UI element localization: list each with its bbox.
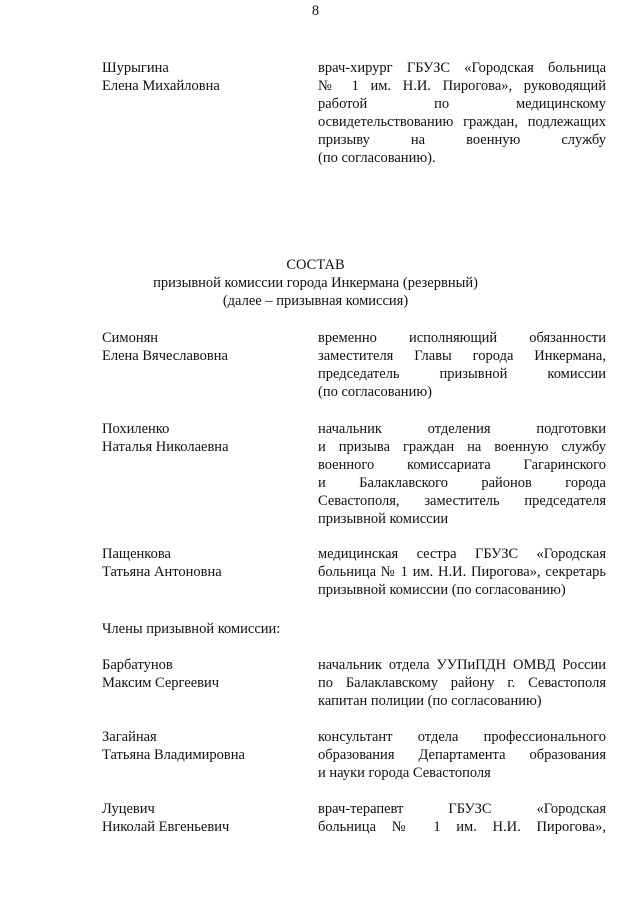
role-line: временно исполняющий обязанности bbox=[318, 330, 606, 346]
person-name bbox=[102, 656, 302, 692]
role-line: больница № 1 им. Н.И. Пирогова», секретарь bbox=[318, 564, 606, 580]
person-name bbox=[102, 420, 302, 456]
person-role bbox=[318, 59, 606, 167]
surname: Луцевич bbox=[102, 801, 155, 817]
person-role bbox=[318, 656, 606, 710]
role-line: и Балаклавского районов города bbox=[318, 475, 606, 491]
surname: Пащенкова bbox=[102, 546, 171, 562]
surname: Симонян bbox=[102, 330, 159, 346]
person-role bbox=[318, 728, 606, 782]
surname: Загайная bbox=[102, 729, 157, 745]
person-name bbox=[102, 59, 302, 95]
role-line: призывной комиссии (по согласованию) bbox=[318, 582, 566, 598]
role-line: призыву на военную службу bbox=[318, 132, 606, 148]
page-number: 8 bbox=[311, 3, 320, 19]
person-role bbox=[318, 329, 606, 401]
role-line: заместителя Главы города Инкермана, bbox=[318, 348, 606, 364]
person-name bbox=[102, 728, 302, 764]
given-names: Наталья Николаевна bbox=[102, 439, 229, 455]
role-line: и призыва граждан на военную службу bbox=[318, 439, 606, 455]
role-line: № 1 им. Н.И. Пирогова», руководящий bbox=[318, 78, 606, 94]
person-name bbox=[102, 545, 302, 581]
given-names: Николай Евгеньевич bbox=[102, 819, 230, 835]
role-line: образования Департамента образования bbox=[318, 747, 606, 763]
heading-title: СОСТАВ bbox=[286, 257, 345, 273]
given-names: Максим Сергеевич bbox=[102, 675, 220, 691]
person-role bbox=[318, 800, 606, 836]
role-line: капитан полиции (по согласованию) bbox=[318, 693, 542, 709]
surname: Барбатунов bbox=[102, 657, 173, 673]
role-line: председатель призывной комиссии bbox=[318, 366, 606, 382]
surname: Похиленко bbox=[102, 421, 170, 437]
role-line: врач-хирург ГБУЗС «Городская больница bbox=[318, 60, 606, 76]
role-line: и науки города Севастополя bbox=[318, 765, 491, 781]
role-line: военного комиссариата Гагаринского bbox=[318, 457, 606, 473]
person-name bbox=[102, 800, 302, 836]
role-line: больница № 1 им. Н.И. Пирогова», bbox=[318, 819, 606, 835]
given-names: Елена Михайловна bbox=[102, 78, 220, 94]
role-line: призывной комиссии bbox=[318, 511, 449, 527]
role-line: консультант отдела профессионального bbox=[318, 729, 606, 745]
heading-line: (далее – призывная комиссия) bbox=[222, 293, 409, 309]
members-label: Члены призывной комиссии: bbox=[102, 621, 281, 637]
given-names: Татьяна Владимировна bbox=[102, 747, 245, 763]
person-name bbox=[102, 329, 302, 365]
role-line: Севастополя, заместитель председателя bbox=[318, 493, 606, 509]
role-line: (по согласованию) bbox=[318, 384, 432, 400]
role-line: освидетельствованию граждан, подлежащих bbox=[318, 114, 606, 130]
person-role bbox=[318, 420, 606, 528]
role-line: врач-терапевт ГБУЗС «Городская bbox=[318, 801, 606, 817]
given-names: Татьяна Антоновна bbox=[102, 564, 222, 580]
given-names: Елена Вячеславовна bbox=[102, 348, 228, 364]
role-line: по Балаклавскому району г. Севастополя bbox=[318, 675, 606, 691]
surname: Шурыгина bbox=[102, 60, 169, 76]
role-line: медицинская сестра ГБУЗС «Городская bbox=[318, 546, 606, 562]
role-line: начальник отдела УУПиПДН ОМВД России bbox=[318, 657, 606, 673]
section-heading bbox=[0, 256, 631, 310]
heading-line: призывной комиссии города Инкермана (резервный) bbox=[153, 275, 478, 291]
role-line: (по согласованию). bbox=[318, 150, 436, 166]
person-role bbox=[318, 545, 606, 599]
role-line: начальник отделения подготовки bbox=[318, 421, 606, 437]
role-line: работой по медицинскому bbox=[318, 96, 606, 112]
